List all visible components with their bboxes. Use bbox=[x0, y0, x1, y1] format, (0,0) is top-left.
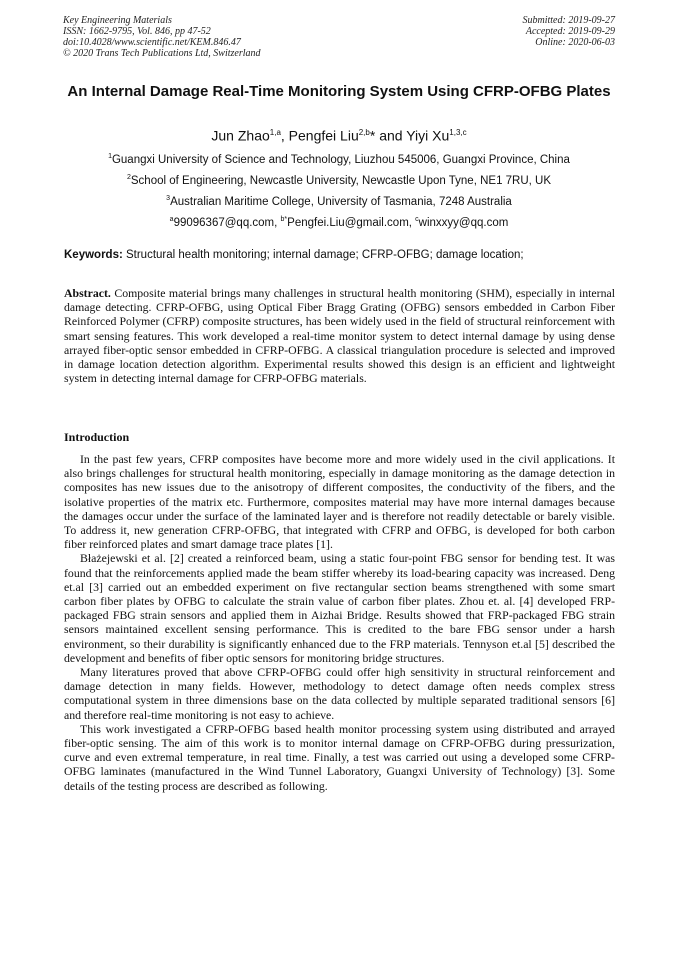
journal-copyright: © 2020 Trans Tech Publications Ltd, Switzerland bbox=[63, 48, 261, 59]
email-marker: a bbox=[169, 216, 174, 223]
date-accepted: Accepted: 2019-09-29 bbox=[525, 26, 615, 37]
introduction-body bbox=[64, 452, 615, 793]
keywords-label: Keywords: bbox=[64, 249, 123, 261]
paper-title: An Internal Damage Real-Time Monitoring System Using CFRP-OFBG Plates bbox=[67, 83, 611, 100]
abstract bbox=[64, 286, 615, 385]
author-name: Pengfei Liu bbox=[288, 127, 359, 144]
author-affiliation-marker: 1,a bbox=[269, 128, 281, 137]
keywords-text: Structural health monitoring; internal damage; CFRP-OFBG; damage location; bbox=[122, 249, 524, 261]
section-heading-introduction: Introduction bbox=[64, 430, 130, 444]
affiliation-marker: 2 bbox=[126, 174, 131, 181]
author-separator: * and bbox=[369, 127, 407, 144]
affiliation-text: Australian Maritime College, University of Tasmania, 7248 Australia bbox=[170, 195, 512, 208]
author-emails bbox=[40, 212, 638, 231]
email-text: Pengfei.Liu@gmail.com, bbox=[287, 216, 416, 229]
affiliation-marker: 3 bbox=[166, 195, 171, 202]
email-text: 99096367@qq.com, bbox=[173, 216, 281, 229]
email-marker: c bbox=[415, 216, 419, 223]
author-name: Yiyi Xu bbox=[406, 127, 450, 144]
date-submitted: Submitted: 2019-09-27 bbox=[522, 15, 615, 26]
author-affiliation-marker: 2,b bbox=[358, 128, 370, 137]
abstract-text: Composite material brings many challenges in structural health monitoring (SHM), especially in internal damage detecting. CFRP-OFBG, using Optical Fiber Bragg Grating (OFBG) sensors embedded in Carbon Fiber Reinforced Polymer (CFRP) composite structures, has been widely used in the field of structural reinforcement with smart sensing features. This work developed a real-time monitor system to detect internal damage by using dense arrayed fiber-optic sensor embedded in CFRP-OFBG. A classical triangulation procedure is selected and improved in damage location detection algorithm. Experimental results showed this design is an efficient and lightweight system in detecting internal damage for CFRP-OFBG materials. bbox=[64, 286, 615, 386]
journal-issn: ISSN: 1662-9795, Vol. 846, pp 47-52 bbox=[63, 26, 211, 37]
affiliation-marker: 1 bbox=[108, 153, 112, 160]
author-name: Jun Zhao bbox=[211, 127, 270, 144]
paragraph: This work investigated a CFRP-OFBG based health monitor processing system using distributed and arrayed fiber-optic sensing. The aim of this work is to monitor internal damage on CFRP-OFBG during pressurization, curve and even extremal temperature, in real time. Finally, a test was carried out using a developed some CFRP-OFBG laminates (manufactured in the Wind Tunnel Laboratory, Guangxi University of Technology) [3]. Some details of the testing process are described as following. bbox=[64, 721, 615, 793]
affiliation bbox=[40, 191, 638, 210]
journal-name: Key Engineering Materials bbox=[63, 15, 172, 26]
abstract-label: Abstract. bbox=[64, 286, 111, 300]
journal-doi: doi:10.4028/www.scientific.net/KEM.846.47 bbox=[63, 37, 241, 48]
affiliation-text: Guangxi University of Science and Technology, Liuzhou 545006, Guangxi Province, China bbox=[111, 153, 570, 166]
journal-header-left bbox=[63, 15, 261, 59]
journal-header-right bbox=[523, 15, 616, 48]
email-text: winxxyy@qq.com bbox=[418, 216, 509, 229]
paragraph: In the past few years, CFRP composites have become more and more widely used in the civil applications. It also brings challenges for structural health monitoring, especially in damage monitoring as the damage detection in composites has new issues due to the anisotropy of different composites, the conductivity of the fibers, and the isolative properties of the matrix etc. Furthermore, composites material may have more internal damages because the damages occur under the surface of the laminated layer and is therefore not readily detectable or barely visible. To address it, new generation CFRP-OFBG, that integrated with CFRP and OFBG, is developed for both carbon fiber reinforced plates and smart damage trace plates [1]. bbox=[64, 452, 615, 552]
author-separator: , bbox=[280, 127, 289, 144]
paragraph: Many literatures proved that above CFRP-OFBG could offer high sensitivity in structural reinforcement and damage detection in many fields. However, methodology to detect damage often needs complex stress computational system in three dimensions base on the data collected by multiple separated traditional sensors [6] and therefore real-time monitoring is not easy to achieve. bbox=[64, 665, 615, 722]
affiliation bbox=[40, 149, 638, 168]
author-affiliation-marker: 1,3,c bbox=[449, 128, 467, 137]
paragraph: Błażejewski et al. [2] created a reinforced beam, using a static four-point FBG sensor for bending test. It was found that the reinforcements applied made the beam stiffer whereby its load-bearing capacity was increased. Deng et.al [3] carried out an embedded experiment on five rectangular section beams strengthened with some smart carbon fiber plates by OFBG to calculate the strain value of carbon fiber plates. Zhou et. al. [4] developed FRP-packaged FBG strain sensors and applied them in Aizhai Bridge. Results showed that FRP-packaged FBG strain sensors maintained excellent sensing performance. This is credited to the bare FBG sensor under a harsh environment, so their durability is significantly enhanced due to the FRP materials. Tennyson et.al [5] described the development and benefits of fiber optic sensors for monitoring bridge structures. bbox=[64, 551, 615, 665]
affiliation-text: School of Engineering, Newcastle University, Newcastle Upon Tyne, NE1 7RU, UK bbox=[130, 174, 552, 187]
keywords bbox=[64, 248, 616, 263]
email-marker: b* bbox=[280, 216, 288, 223]
date-online: Online: 2020-06-03 bbox=[535, 37, 615, 48]
affiliation bbox=[40, 170, 638, 189]
author-list bbox=[40, 124, 638, 145]
